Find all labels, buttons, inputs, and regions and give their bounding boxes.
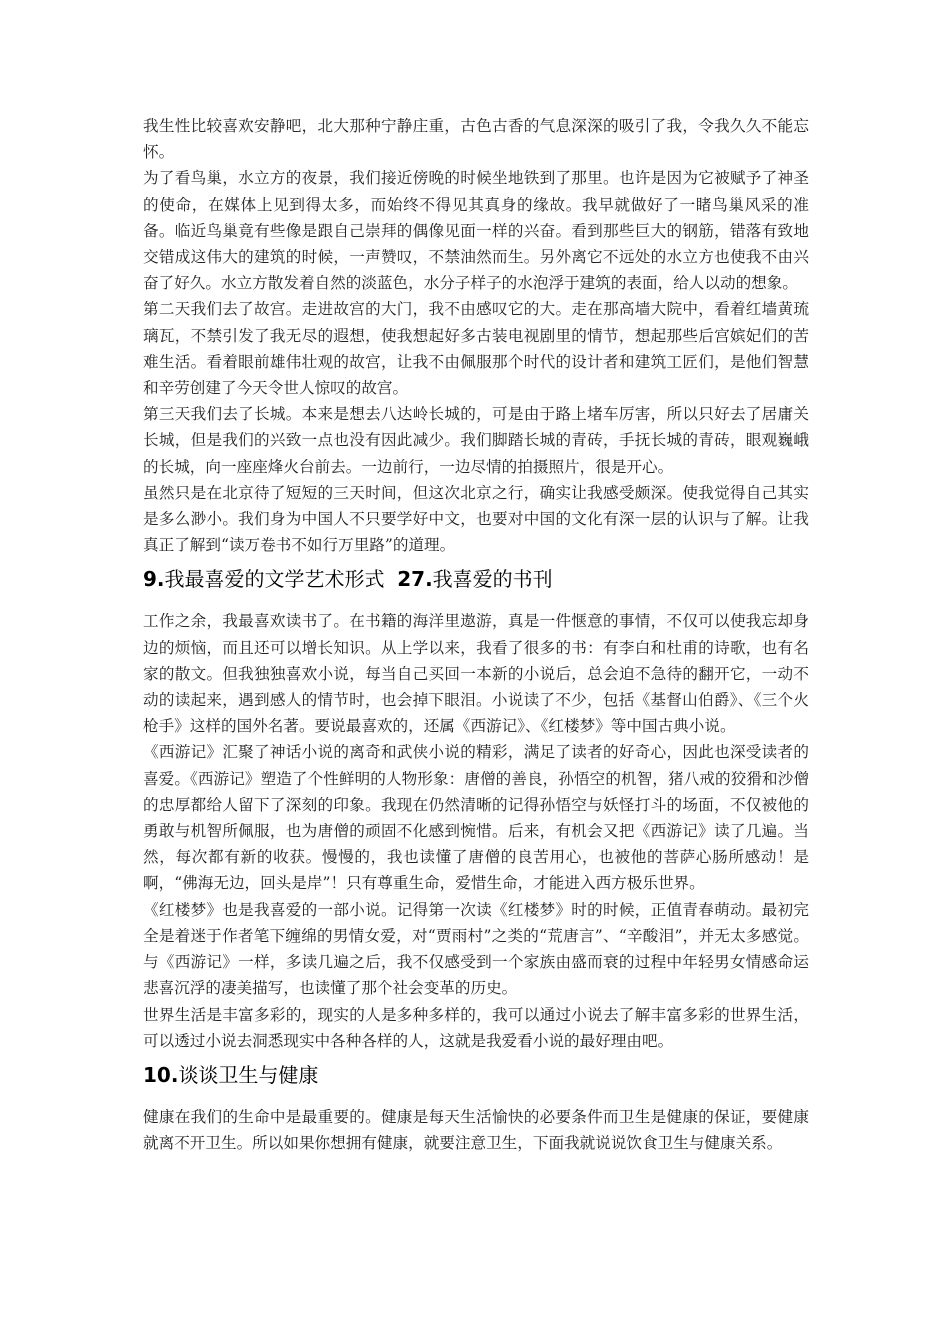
paragraph: 为了看鸟巢，水立方的夜景，我们接近傍晚的时候坐地铁到了那里。也许是因为它被赋予了神圣的使命，在媒体上见到得太多，而始终不得见其真身的缘故。我早就做好了一睹鸟巢风采的准备。临近鸟巢竟有些像是跟自己崇拜的偶像见面一样的兴奋。看到那些巨大的钢筋，错落有致地交错成这伟大的建筑的时候，一声赞叹，不禁油然而生。另外离它不远处的水立方也使我不由兴奋了好久。水立方散发着自然的淡蓝色，水分子样子的水泡浮于建筑的表面，给人以动的想象。 <box>143 169 809 293</box>
paragraph: 健康在我们的生命中是最重要的。健康是每天生活愉快的必要条件而卫生是健康的保证，要健康就离不开卫生。所以如果你想拥有健康，就要注意卫生，下面我就说说饮食卫生与健康关系。 <box>143 1107 809 1153</box>
heading-text: 我最喜爱的文学艺术形式 <box>164 567 385 592</box>
heading-number: 9. <box>143 567 165 592</box>
document-page <box>143 113 809 1156</box>
paragraph: 第二天我们去了故宫。走进故宫的大门，我不由感叹它的大。走在那高墙大院中，看着红墙黄琉璃瓦，不禁引发了我无尽的遐想，使我想起好多古装电视剧里的情节，想起那些后宫嫔妃们的苦难生活。看着眼前雄伟壮观的故宫，让我不由佩服那个时代的设计者和建筑工匠们，是他们智慧和辛劳创建了今天令世人惊叹的故宫。 <box>143 300 809 398</box>
paragraph: 第三天我们去了长城。本来是想去八达岭长城的，可是由于路上堵车厉害，所以只好去了居庸关长城，但是我们的兴致一点也没有因此减少。我们脚踏长城的青砖，手抚长城的青砖，眼观巍峨的长城，向一座座烽火台前去。一边前行，一边尽情的拍摄照片，很是开心。 <box>143 405 809 476</box>
heading-number: 10. <box>143 1062 179 1087</box>
paragraph: 虽然只是在北京待了短短的三天时间，但这次北京之行，确实让我感受颇深。使我觉得自己其实是多么渺小。我们身为中国人不只要学好中文，也要对中国的文化有深一层的认识与了解。让我真正了解到“读万卷书不如行万里路”的道理。 <box>143 483 809 555</box>
paragraph: 世界生活是丰富多彩的，现实的人是多种多样的，我可以通过小说去了解丰富多彩的世界生活，可以透过小说去洞悉现实中各种各样的人，这就是我爱看小说的最好理由吧。 <box>143 1005 809 1050</box>
paragraph: 我生性比较喜欢安静吧，北大那种宁静庄重，古色古香的气息深深的吸引了我，令我久久不能忘怀。 <box>143 117 809 162</box>
heading-number: 27. <box>397 567 433 592</box>
paragraph: 工作之余，我最喜欢读书了。在书籍的海洋里遨游，真是一件惬意的事情，不仅可以使我忘却身边的烦恼，而且还可以增长知识。从上学以来，我看了很多的书：有李白和杜甫的诗歌，也有名家的散文。但我独独喜欢小说，每当自己买回一本新的小说后，总会迫不急待的翻开它，一动不动的读起来，遇到感人的情节时，也会掉下眼泪。小说读了不少，包括《基督山伯爵》、《三个火枪手》这样的国外名著。要说最喜欢的，还属《西游记》、《红楼梦》等中国古典小说。 <box>143 612 809 736</box>
paragraph: 《红楼梦》也是我喜爱的一部小说。记得第一次读《红楼梦》时的时候，正值青春萌动。最初完全是着迷于作者笔下缠绵的男情女爱，对“贾雨村”之类的“荒唐言”、“辛酸泪”，并无太多感觉。与《西游记》一样，多读几遍之后，我不仅感受到一个家族由盛而衰的过程中年轻男女情感命运悲喜沉浮的凄美描写，也读懂了那个社会变革的历史。 <box>143 900 809 998</box>
section-heading-9 <box>143 564 809 594</box>
heading-text: 我喜爱的书刊 <box>432 567 553 592</box>
section-heading-10 <box>143 1060 809 1090</box>
paragraph: 《西游记》汇聚了神话小说的离奇和武侠小说的精彩，满足了读者的好奇心，因此也深受读者的喜爱。《西游记》塑造了个性鲜明的人物形象：唐僧的善良，孙悟空的机智，猪八戒的狡猾和沙僧的忠厚都给人留下了深刻的印象。我现在仍然清晰的记得孙悟空与妖怪打斗的场面，不仅被他的勇敢与机智所佩服，也为唐僧的顽固不化感到惋惜。后来，有机会又把《西游记》读了几遍。当然，每次都有新的收获。慢慢的，我也读懂了唐僧的良苦用心，也被他的菩萨心肠所感动！是啊，“佛海无边，回头是岸”！只有尊重生命，爱惜生命，才能进入西方极乐世界。 <box>143 743 809 893</box>
heading-text: 谈谈卫生与健康 <box>178 1062 319 1087</box>
